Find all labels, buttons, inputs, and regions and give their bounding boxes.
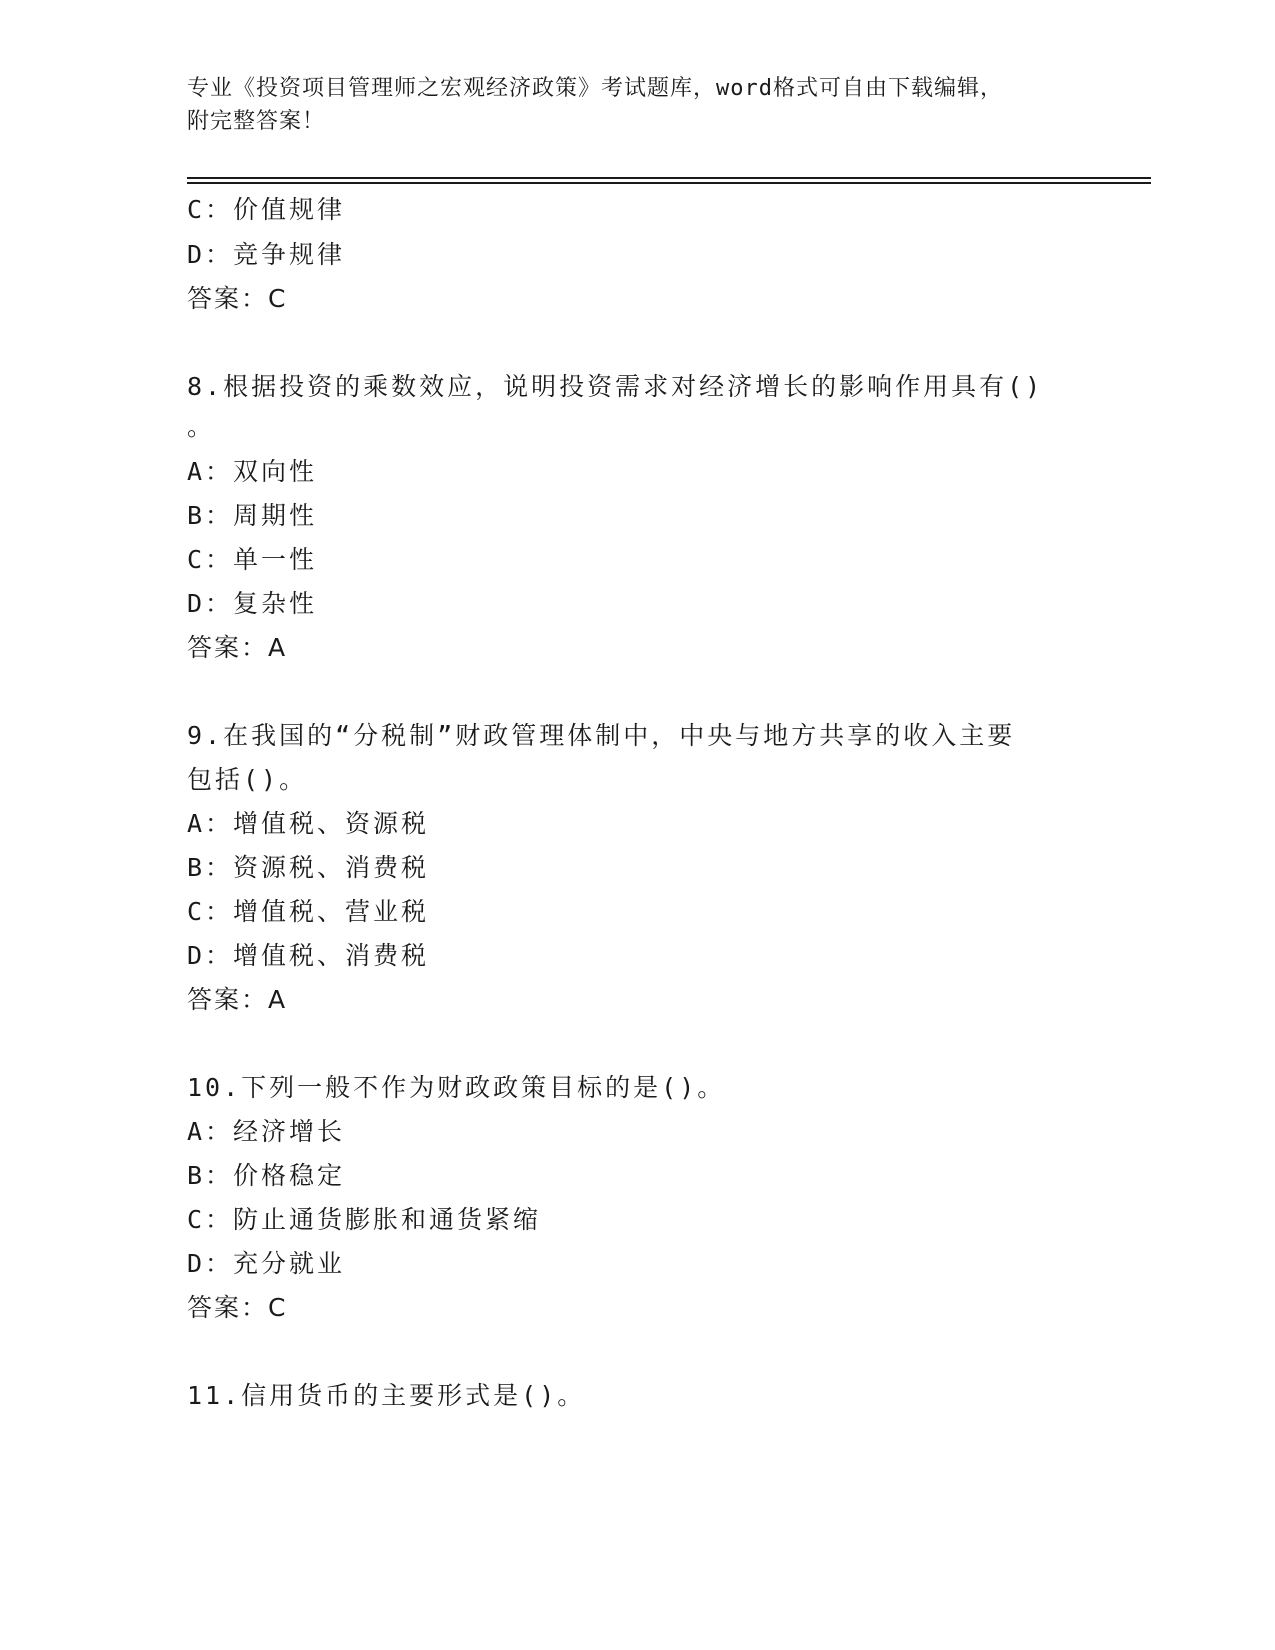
header-divider-bottom — [187, 182, 1151, 184]
header-line-2: 附完整答案！ — [187, 109, 326, 134]
question-8-continued: 。 — [187, 412, 216, 441]
option-c: C：增值税、营业税 — [187, 897, 430, 926]
question-9-continued: 包括()。 — [187, 765, 308, 794]
option-d: D：竞争规律 — [187, 240, 346, 269]
option-d: D：增值税、消费税 — [187, 941, 430, 970]
option-b: B：周期性 — [187, 501, 318, 530]
document-header — [187, 72, 1067, 138]
answer: 答案：C — [187, 1293, 288, 1322]
option-c: C：防止通货膨胀和通货紧缩 — [187, 1205, 542, 1234]
question-9: 9.在我国的“分税制”财政管理体制中，中央与地方共享的收入主要 — [187, 721, 1016, 750]
answer: 答案：A — [187, 633, 288, 662]
option-a: A：经济增长 — [187, 1117, 346, 1146]
option-c: C：价值规律 — [187, 195, 346, 224]
option-a: A：双向性 — [187, 457, 318, 486]
option-b: B：价格稳定 — [187, 1161, 346, 1190]
header-line-1: 专业《投资项目管理师之宏观经济政策》考试题库，word格式可自由下载编辑， — [187, 76, 1003, 101]
answer: 答案：C — [187, 284, 288, 313]
option-d: D：充分就业 — [187, 1249, 346, 1278]
answer: 答案：A — [187, 985, 288, 1014]
question-11: 11.信用货币的主要形式是()。 — [187, 1381, 586, 1410]
question-10: 10.下列一般不作为财政政策目标的是()。 — [187, 1073, 726, 1102]
option-b: B：资源税、消费税 — [187, 853, 430, 882]
option-d: D：复杂性 — [187, 589, 318, 618]
header-divider-top — [187, 177, 1151, 179]
question-8: 8.根据投资的乘数效应，说明投资需求对经济增长的影响作用具有() — [187, 372, 1044, 401]
option-c: C：单一性 — [187, 545, 318, 574]
option-a: A：增值税、资源税 — [187, 809, 430, 838]
